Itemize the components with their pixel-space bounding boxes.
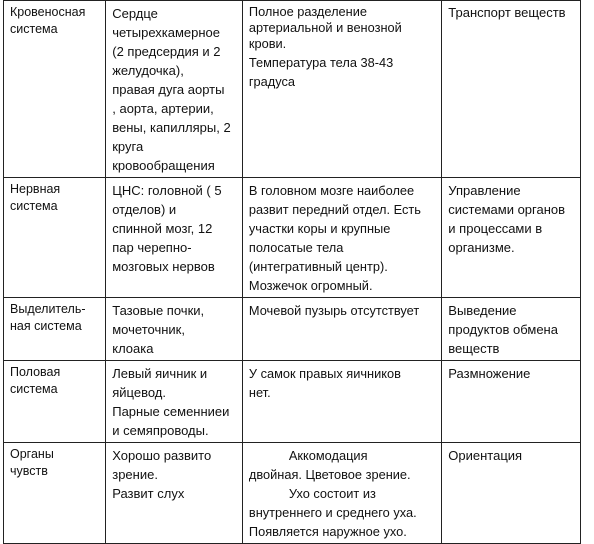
cell-line: ная система [10,319,82,333]
cell-line: Хорошо развито [112,448,212,463]
table-row [4,178,581,298]
cell-line: чувств [10,464,48,478]
table-row [4,361,581,443]
cell-line: мозговых нервов [112,259,215,274]
cell-line: Нервная [10,182,61,196]
cell-line: У самок правых яичников [248,366,401,381]
cell-line: система [10,382,58,396]
cell-line: отделов) и [112,202,177,217]
cell-line: Ухо состоит из [288,486,376,501]
cell-line: Развит слух [112,486,185,501]
cell-line: система [10,199,58,213]
cell-line: спинной мозг, 12 [112,221,213,236]
cell-line: нет. [248,385,271,400]
features-cell [242,361,441,443]
table-row [4,1,581,178]
cell-line: В головном мозге наиболее [248,183,415,198]
cell-line: двойная. Цветовое зрение. [248,467,411,482]
cell-line: градуса [248,74,296,89]
cell-line: организме. [448,240,515,255]
cell-line: кровообращения [112,158,215,173]
cell-line: клоака [112,341,154,356]
system-cell [4,443,106,544]
cell-line: Транспорт веществ [448,5,566,20]
cell-line: артериальной и венозной [248,20,402,35]
cell-line: Размножение [448,366,531,381]
cell-line: и семяпроводы. [112,423,209,438]
cell-line: ЦНС: головной ( 5 [112,183,222,198]
structure-cell [106,361,243,443]
function-cell [442,361,581,443]
function-cell [442,1,581,178]
function-cell [442,178,581,298]
cell-line: Органы [10,447,54,461]
cell-line: Ориентация [448,448,523,463]
features-cell [242,443,441,544]
cell-line: (2 предсердия и 2 [112,44,221,59]
cell-line: Температура тела 38-43 [248,55,394,70]
cell-line: Половая [10,365,61,379]
cell-line: Сердце [112,6,158,21]
system-cell [4,361,106,443]
cell-line: Левый яичник и [112,366,208,381]
cell-line: Управление [448,183,521,198]
features-cell [242,178,441,298]
cell-line: , аорта, артерии, [112,101,214,116]
cell-line: четырехкамерное [112,25,221,40]
cell-line: желудочка), [112,63,184,78]
system-cell [4,178,106,298]
cell-line: (интегративный центр). [248,259,388,274]
cell-line: полосатые тела [248,240,344,255]
cell-line: вены, капилляры, 2 [112,120,231,135]
cell-line: яйцевод. [112,385,166,400]
table-row [4,298,581,361]
function-cell [442,298,581,361]
cell-line: крови. [248,36,287,51]
structure-cell [106,178,243,298]
cell-line: развит передний отдел. Есть [248,202,421,217]
cell-line: и процессами в [448,221,543,236]
cell-line: мочеточник, [112,322,185,337]
cell-line: Тазовые почки, [112,303,205,318]
cell-line: участки коры и крупные [248,221,391,236]
cell-line: Аккомодация [288,448,368,463]
structure-cell [106,443,243,544]
cell-line: система [10,22,58,36]
table-row [4,443,581,544]
cell-line: продуктов обмена [448,322,558,337]
function-cell [442,443,581,544]
cell-line: пар черепно- [112,240,192,255]
cell-line: Полное разделение [248,4,367,19]
cell-line: зрение. [112,467,158,482]
cell-line: Мозжечок огромный. [248,278,373,293]
structure-cell [106,1,243,178]
cell-line: круга [112,139,144,154]
system-cell [4,298,106,361]
system-cell [4,1,106,178]
cell-line: внутреннего и среднего уха. [248,505,417,520]
cell-line: веществ [448,341,500,356]
features-cell [242,298,441,361]
cell-line: Мочевой пузырь отсутствует [248,303,420,318]
features-cell [242,1,441,178]
cell-line: Выведение [448,303,517,318]
structure-cell [106,298,243,361]
cell-line: Кровеносная [10,5,86,19]
cell-line: правая дуга аорты [112,82,225,97]
cell-line: Появляется наружное ухо. [248,524,407,539]
bird-systems-table [3,0,581,544]
cell-line: Парные семенниеи [112,404,230,419]
cell-line: системами органов [448,202,566,217]
cell-line: Выделитель- [10,302,86,316]
